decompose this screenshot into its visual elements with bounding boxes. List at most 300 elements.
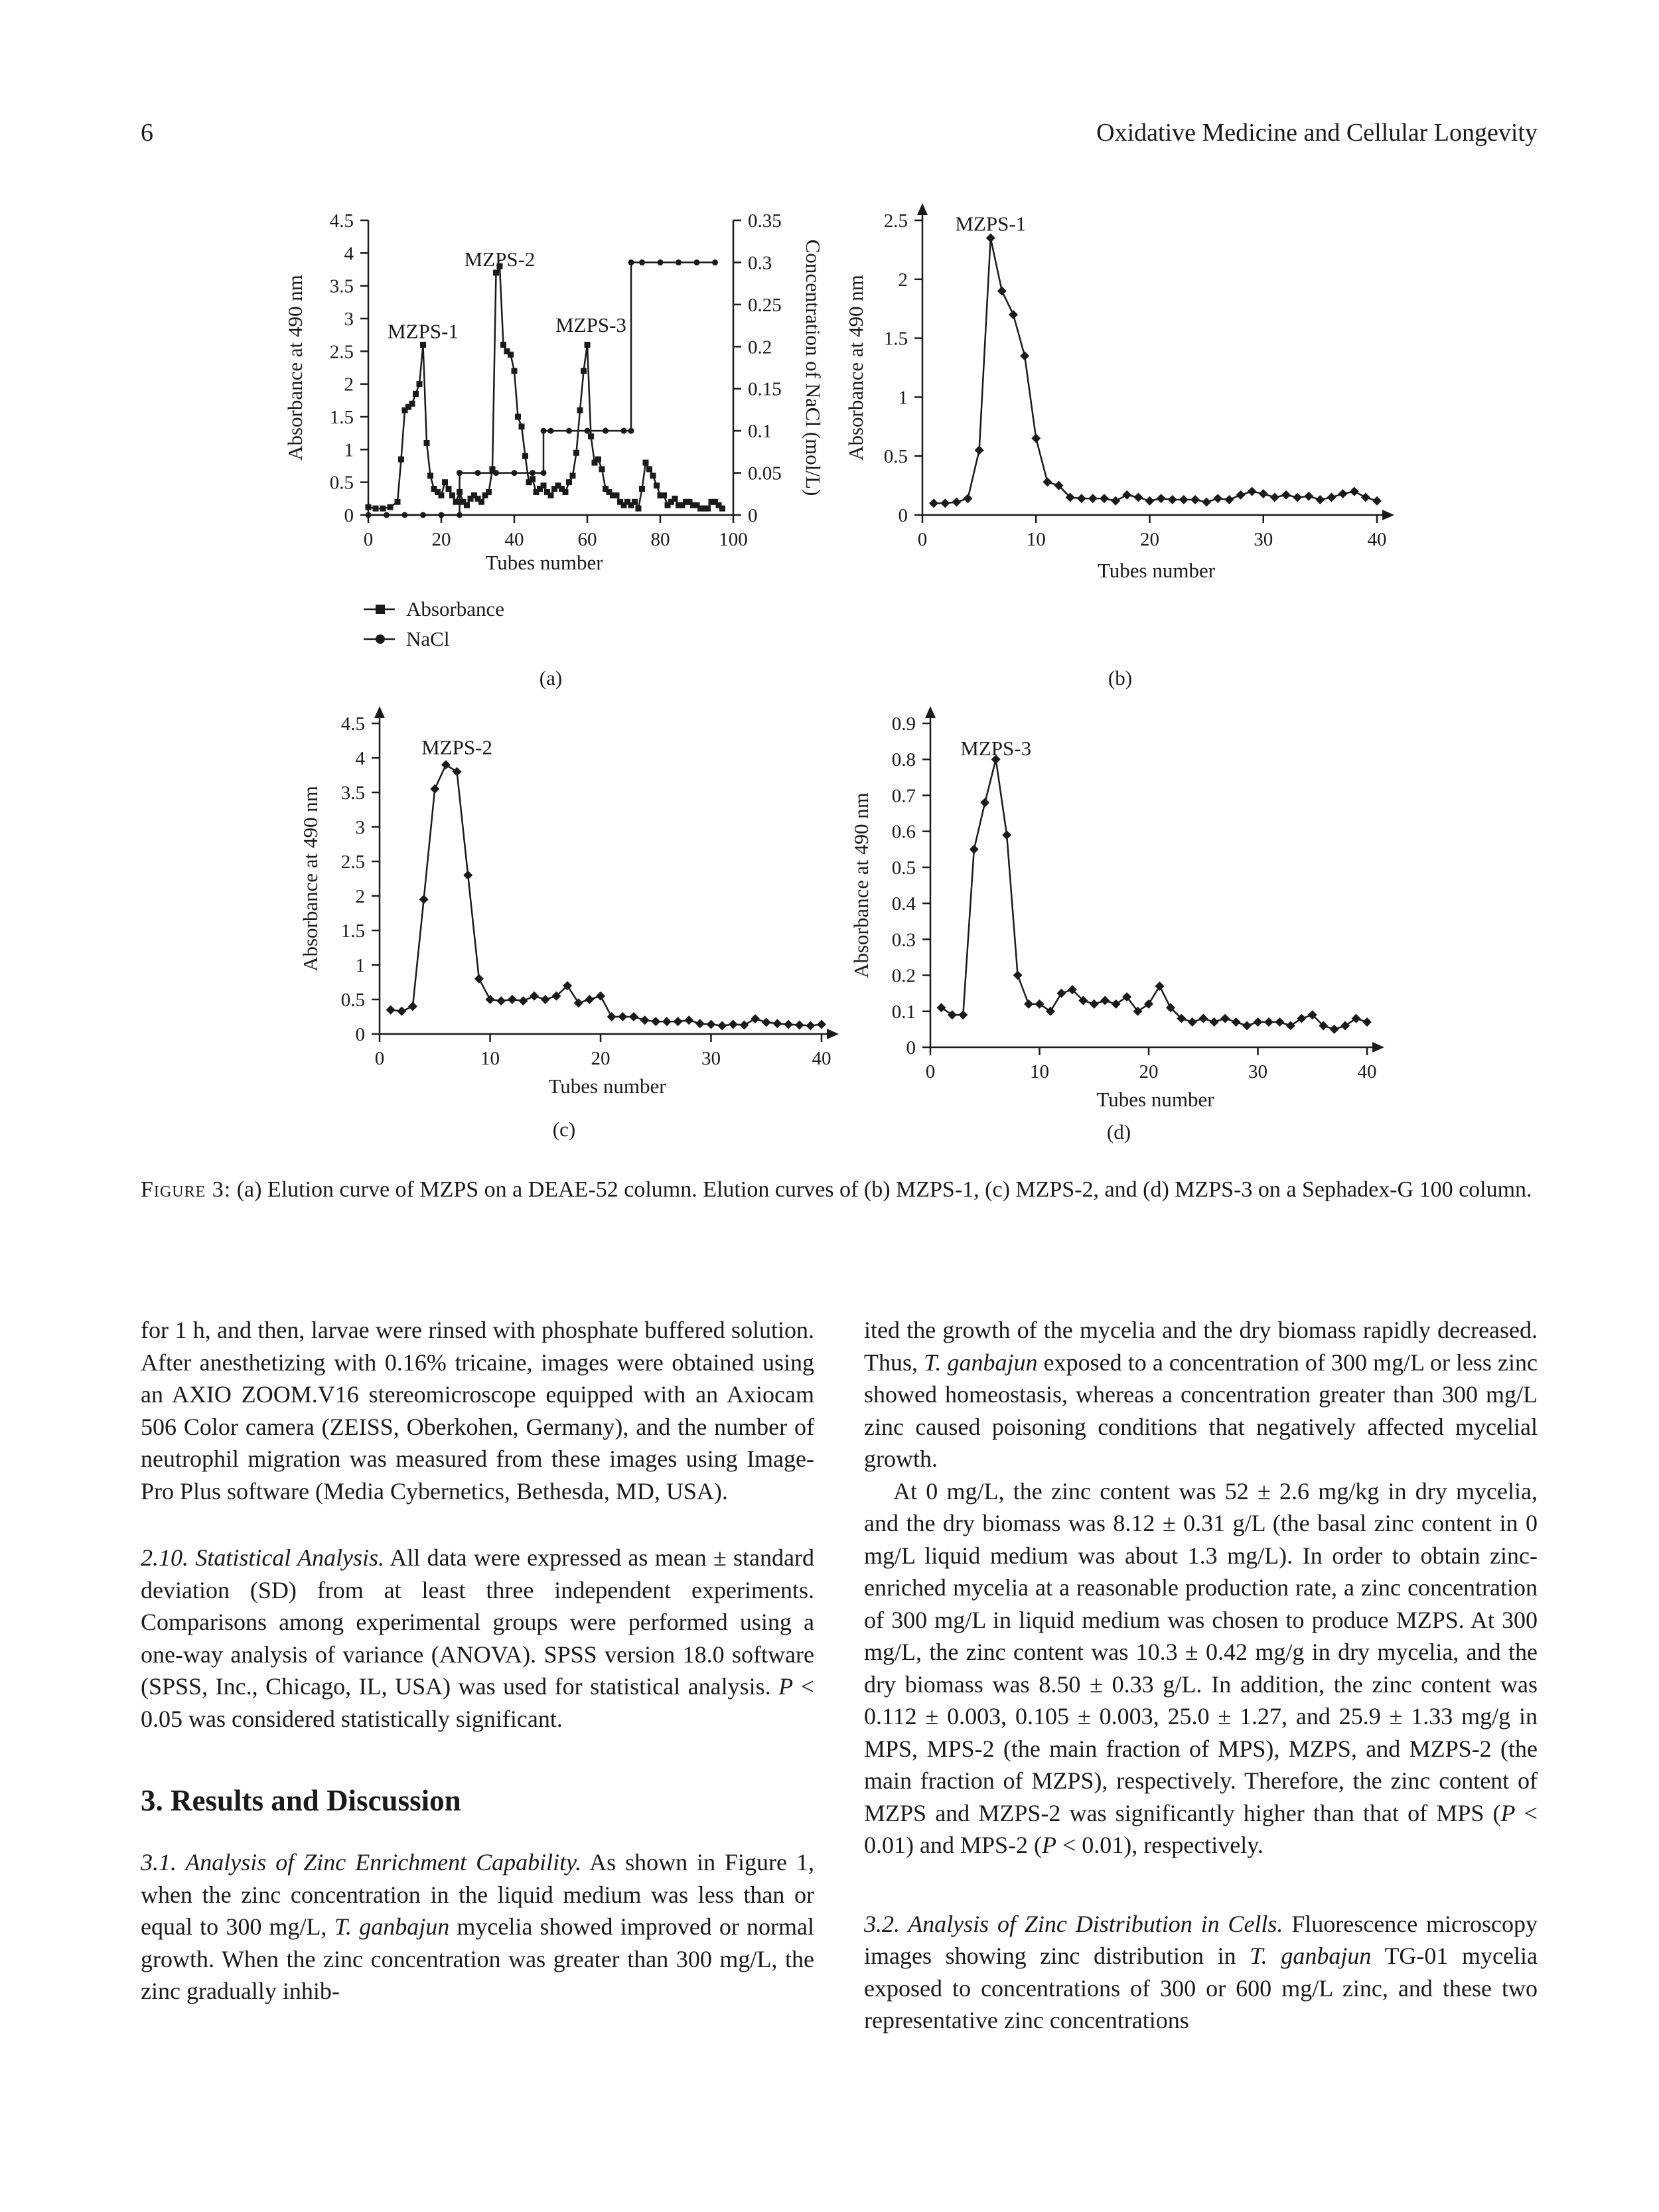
p-symbol: P — [1042, 1832, 1056, 1858]
paragraph — [864, 1908, 1538, 2037]
data-point — [1111, 496, 1120, 506]
y-axis-label: Absorbance at 490 nm — [849, 792, 873, 978]
x-tick-label: 0 — [917, 529, 928, 550]
y2-tick-label: 0.3 — [748, 252, 772, 274]
data-point — [1327, 492, 1336, 502]
data-point — [614, 492, 620, 498]
data-point — [427, 473, 433, 479]
x-tick-label: 0 — [363, 529, 374, 550]
y-tick-label: 1 — [344, 439, 354, 461]
x-tick-label: 10 — [480, 1048, 500, 1069]
data-point — [643, 460, 649, 466]
data-point — [453, 767, 462, 776]
y-tick-label: 1 — [355, 955, 365, 976]
data-point — [566, 479, 572, 485]
data-point — [1315, 495, 1325, 504]
data-point — [1248, 486, 1257, 496]
y-tick-label: 0 — [355, 1024, 365, 1045]
data-point — [474, 974, 484, 984]
data-point — [1340, 1021, 1350, 1030]
data-point — [508, 352, 514, 358]
y-tick-label: 3 — [355, 817, 365, 838]
legend-entry: Absorbance — [406, 597, 505, 621]
y-tick-label: 1.5 — [883, 328, 908, 350]
data-point — [478, 499, 484, 505]
data-point — [707, 1019, 716, 1029]
data-point — [453, 499, 459, 505]
paragraph — [141, 1542, 814, 1735]
data-point — [574, 998, 583, 1007]
y-tick-label: 2 — [344, 374, 354, 396]
data-point — [500, 342, 506, 348]
data-point — [936, 1003, 946, 1012]
y-tick-label: 0 — [906, 1037, 916, 1059]
x-tick-label: 0 — [925, 1061, 936, 1082]
data-point — [651, 1017, 660, 1026]
data-point — [570, 473, 576, 479]
x-tick-label: 20 — [431, 529, 451, 550]
data-point — [397, 1007, 406, 1016]
p-symbol: P — [1500, 1799, 1516, 1826]
paragraph-text: < 0.01) and MPS-2 ( — [864, 1799, 1538, 1858]
y-tick-label: 0.1 — [891, 1001, 916, 1023]
data-point — [940, 498, 950, 508]
p-symbol: P — [778, 1673, 794, 1700]
data-point — [1264, 1017, 1273, 1027]
data-point — [672, 496, 678, 502]
data-point — [388, 504, 394, 510]
x-tick-label: 60 — [577, 529, 597, 550]
data-point — [784, 1019, 793, 1029]
x-tick-label: 40 — [1357, 1061, 1377, 1082]
data-point — [1157, 494, 1166, 503]
x-tick-label: 20 — [1139, 1061, 1159, 1082]
data-point — [419, 895, 429, 904]
data-point — [762, 1017, 771, 1027]
y-tick-label: 0 — [898, 505, 908, 526]
data-point — [1090, 999, 1099, 1009]
data-point — [457, 470, 463, 476]
data-point — [1043, 477, 1052, 486]
x-tick-label: 40 — [812, 1048, 831, 1069]
x-axis-label: Tubes number — [1096, 1088, 1214, 1111]
paragraph-text: All data were expressed as mean ± standard deviation (SD) from at least three independent experiments. Comparisons among experimental groups were performed using a one-way analysis of variance (ANOVA). SPSS version 18.0 software (SPSS, Inc., Chicago, IL, USA) was used for statistical analysis. — [141, 1544, 814, 1700]
data-point — [694, 259, 700, 265]
data-point — [566, 428, 572, 434]
paragraph — [864, 1314, 1538, 1475]
subsection-heading: 3.2. Analysis of Zinc Distribution in Cells. — [864, 1910, 1283, 1937]
data-point — [607, 1012, 616, 1021]
data-point — [629, 1012, 638, 1021]
data-point — [541, 482, 547, 488]
data-point — [618, 1012, 627, 1021]
data-point — [1213, 494, 1222, 503]
species-name: T. ganbajun — [924, 1349, 1038, 1376]
y2-tick-label: 0.25 — [748, 294, 782, 316]
data-point — [530, 476, 536, 482]
y-tick-label: 0 — [344, 505, 354, 526]
data-point — [1270, 492, 1279, 502]
y-tick-label: 0.5 — [340, 990, 365, 1011]
data-point — [1210, 1017, 1219, 1027]
data-point — [573, 450, 579, 456]
data-point — [1100, 494, 1109, 503]
data-point — [639, 259, 645, 265]
y-axis-arrow — [374, 706, 385, 718]
running-head: Oxidative Medicine and Cellular Longevity — [1096, 119, 1538, 147]
paragraph-text: Fluorescence microscopy images showing zinc distribution in — [864, 1910, 1538, 1969]
data-point — [712, 259, 718, 265]
section-heading: 2.10. Statistical Analysis. — [141, 1544, 384, 1571]
data-point — [380, 506, 386, 512]
data-point — [603, 428, 609, 434]
series-line-nacl — [368, 262, 715, 515]
paragraph-text: At 0 mg/L, the zinc content was 52 ± 2.6 mg/kg in dry mycelia, and the dry biomass was 8.12 ± 0.31 g/L (the basal zinc content in 0 mg/L liquid medium was about 1.3 mg/L). In order to obtain zinc-enriched mycelia at a reasonable production rate, a zinc concentration of 300 mg/L in liquid medium was chosen to produce MZPS. At 300 mg/L, the zinc content was 10.3 ± 0.42 mg/g in dry mycelia, and the dry biomass was 8.50 ± 0.33 g/L. In addition, the zinc content was 0.112 ± 0.003, 0.105 ± 0.003, 25.0 ± 1.27, and 25.9 ± 1.33 mg/g in MPS, MPS-2 (the main fraction of MPS), MZPS, and MZPS-2 (the main fraction of MZPS), respectively. Therefore, the zinc content of MZPS and MZPS-2 was significantly higher than that of MPS ( — [864, 1477, 1538, 1826]
x-axis-arrow — [827, 1029, 839, 1039]
x-tick-label: 20 — [591, 1048, 611, 1069]
data-point — [577, 407, 583, 413]
x-tick-label: 10 — [1030, 1061, 1049, 1082]
data-point — [599, 466, 605, 472]
x-tick-label: 30 — [701, 1048, 721, 1069]
data-point — [1009, 310, 1018, 319]
data-point — [952, 497, 961, 506]
data-point — [1224, 495, 1234, 504]
paragraph-text: < 0.05 was considered statistically significant. — [141, 1673, 814, 1732]
panel-label: (a) — [539, 666, 563, 690]
data-point — [640, 1015, 650, 1025]
paragraph-text: exposed to a concentration of 300 mg/L or less zinc showed homeostasis, whereas a concentration greater than 300 mg/L zinc caused poisoning conditions that negatively affected mycelial growth. — [864, 1349, 1538, 1472]
data-point — [1297, 1014, 1306, 1023]
data-point — [646, 466, 652, 472]
data-point — [676, 259, 682, 265]
species-name: T. ganbajun — [334, 1913, 450, 1940]
y-tick-label: 0.4 — [891, 893, 916, 915]
data-point — [446, 486, 452, 492]
y2-tick-label: 0.1 — [748, 421, 772, 443]
data-point — [1088, 494, 1098, 503]
data-point — [522, 453, 528, 459]
panel-label: (c) — [552, 1118, 576, 1141]
data-point — [457, 512, 463, 518]
y-tick-label: 0.5 — [891, 857, 916, 879]
data-point — [417, 381, 423, 387]
x-axis-label: Tubes number — [485, 551, 603, 574]
data-point — [409, 401, 415, 407]
y-tick-label: 1.5 — [340, 921, 365, 942]
peak-label: MZPS-3 — [555, 313, 626, 336]
data-point — [1046, 1007, 1055, 1016]
y-tick-label: 4.5 — [329, 210, 354, 232]
data-point — [420, 512, 426, 518]
data-point — [1035, 999, 1045, 1009]
data-point — [964, 494, 973, 503]
x-tick-label: 10 — [1026, 529, 1046, 550]
y-tick-label: 0.6 — [891, 821, 916, 843]
data-point — [1013, 971, 1023, 980]
data-point — [541, 995, 550, 1004]
data-point — [439, 492, 445, 498]
data-point — [541, 428, 547, 434]
x-tick-label: 0 — [374, 1048, 385, 1069]
data-point — [512, 470, 518, 476]
peak-label: MZPS-3 — [960, 736, 1032, 760]
peak-label: MZPS-2 — [464, 248, 536, 271]
data-point — [739, 1020, 749, 1029]
x-tick-label: 40 — [504, 529, 524, 550]
data-point — [408, 1001, 417, 1011]
data-point — [1188, 1017, 1197, 1027]
data-point — [1179, 495, 1189, 504]
x-tick-label: 20 — [1140, 529, 1159, 550]
figure-caption — [141, 1175, 1538, 1205]
y-tick-label: 3.5 — [329, 275, 354, 297]
data-point — [717, 1021, 727, 1031]
data-point — [1254, 1017, 1263, 1027]
data-point — [496, 996, 506, 1005]
data-point — [413, 391, 419, 397]
data-point — [650, 473, 656, 479]
data-point — [661, 492, 667, 498]
data-point — [772, 1019, 782, 1028]
y-tick-label: 1.5 — [329, 407, 354, 428]
paragraph — [141, 1846, 814, 2008]
y-axis-label: Absorbance at 490 nm — [299, 786, 322, 972]
page-number: 6 — [141, 119, 153, 147]
data-point — [1350, 486, 1359, 496]
y2-tick-label: 0.05 — [748, 463, 782, 484]
data-point — [980, 798, 989, 807]
y-axis-arrow — [917, 203, 928, 215]
x-tick-label: 30 — [1254, 529, 1273, 550]
paragraph: for 1 h, and then, larvae were rinsed with phosphate buffered solution. After anesthetizing with 0.16% tricaine, images were obtained using an AXIO ZOOM.V16 stereomicroscope equipped with an Axiocam 506 Color camera (ZEISS, Oberkohen, Germany), and the number of neutrophil migration was measured from these images using Image-Pro Plus software (Media Cybernetics, Bethesda, MD, USA). — [141, 1317, 814, 1505]
data-point — [695, 1019, 705, 1028]
data-point — [1100, 996, 1110, 1005]
subsection-heading: 3.1. Analysis of Zinc Enrichment Capability. — [141, 1849, 582, 1876]
data-point — [439, 512, 445, 518]
y-tick-label: 0.9 — [891, 713, 916, 735]
data-point — [512, 368, 518, 374]
data-point — [1232, 1017, 1241, 1027]
peak-label: MZPS-2 — [421, 735, 492, 759]
data-point — [493, 470, 499, 476]
data-point — [442, 479, 448, 485]
data-point — [1190, 495, 1200, 504]
x-tick-label: 40 — [1367, 529, 1387, 550]
data-point — [975, 445, 984, 455]
data-point — [628, 259, 634, 265]
data-point — [1202, 497, 1211, 506]
y-tick-label: 0.3 — [891, 929, 916, 951]
y-tick-label: 0.5 — [883, 446, 908, 468]
data-point — [1330, 1025, 1339, 1034]
data-point — [817, 1019, 826, 1029]
y-tick-label: 0.2 — [891, 965, 916, 987]
series-line — [941, 759, 1367, 1029]
data-point — [424, 440, 430, 446]
paragraph-text: ited the growth of the mycelia and the dry biomass rapidly decreased. Thus, — [864, 1317, 1538, 1376]
data-point — [1293, 492, 1302, 502]
caption-text: (a) Elution curve of MZPS on a DEAE-52 column. Elution curves of (b) MZPS-1, (c) MZPS-2, and (d) MZPS-3 on a Sephadex-G 100 column. — [231, 1177, 1532, 1202]
x-tick-label: 100 — [719, 529, 748, 550]
data-point — [654, 482, 660, 488]
data-point — [585, 342, 591, 348]
left-column — [141, 1314, 814, 2008]
paragraph-text: < 0.01), respectively. — [1056, 1832, 1263, 1858]
data-point — [705, 506, 711, 512]
data-point — [658, 259, 664, 265]
paragraph — [864, 1475, 1538, 1862]
data-point — [1220, 1014, 1230, 1023]
data-point — [541, 470, 547, 476]
data-point — [518, 996, 528, 1005]
y-tick-label: 2.5 — [883, 210, 908, 232]
caption-label: Figure 3: — [141, 1177, 232, 1202]
x-tick-label: 80 — [650, 529, 670, 550]
peak-label: MZPS-1 — [388, 319, 459, 343]
data-point — [719, 506, 725, 512]
data-point — [585, 428, 591, 434]
right-column — [864, 1314, 1538, 2037]
y-tick-label: 3 — [344, 309, 354, 330]
data-point — [430, 784, 439, 794]
data-point — [563, 489, 569, 495]
data-point — [1242, 1021, 1252, 1030]
data-point — [398, 457, 404, 463]
data-point — [548, 428, 554, 434]
y-tick-label: 2.5 — [329, 341, 354, 363]
y-tick-label: 2 — [898, 269, 908, 291]
data-point — [486, 995, 495, 1004]
y2-axis-label: Concentration of NaCl (mol/L) — [802, 239, 825, 496]
data-point — [1275, 1017, 1284, 1027]
data-point — [395, 499, 401, 505]
data-point — [1155, 982, 1164, 991]
data-point — [515, 414, 521, 420]
data-point — [1024, 999, 1033, 1009]
data-point — [1362, 1017, 1372, 1027]
data-point — [1281, 490, 1291, 500]
x-axis-label: Tubes number — [548, 1074, 666, 1098]
species-name: T. ganbajun — [1250, 1943, 1372, 1969]
data-point — [1133, 492, 1143, 502]
data-point — [674, 1017, 683, 1026]
y2-tick-label: 0.2 — [748, 336, 772, 358]
data-point — [1077, 494, 1086, 503]
data-point — [1056, 989, 1066, 998]
peak-label: MZPS-1 — [955, 212, 1027, 236]
data-point — [366, 512, 372, 518]
data-point — [970, 845, 979, 854]
data-point — [1372, 496, 1382, 506]
y-axis-label: Absorbance at 490 nm — [283, 275, 307, 461]
data-point — [1352, 1014, 1361, 1023]
data-point — [588, 433, 594, 439]
x-tick-label: 30 — [1248, 1061, 1267, 1082]
data-point — [1112, 999, 1121, 1009]
data-point — [464, 502, 470, 508]
data-point — [585, 995, 594, 1004]
y-tick-label: 0.7 — [891, 785, 916, 807]
data-point — [729, 1019, 738, 1029]
series-line — [391, 765, 822, 1025]
data-point — [548, 492, 554, 498]
panel-label: (d) — [1106, 1120, 1131, 1143]
x-axis-arrow — [1372, 1042, 1384, 1053]
x-axis-arrow — [1382, 510, 1394, 520]
panel-label: (b) — [1108, 666, 1133, 690]
data-point — [475, 470, 481, 476]
data-point — [441, 760, 451, 769]
data-point — [1002, 830, 1011, 840]
data-point — [463, 871, 472, 880]
data-point — [386, 1005, 396, 1015]
data-point — [384, 512, 390, 518]
data-point — [1031, 434, 1041, 443]
data-point — [997, 287, 1007, 296]
data-point — [632, 499, 638, 505]
data-point — [1144, 999, 1153, 1009]
data-point — [530, 992, 539, 1001]
data-point — [373, 506, 379, 512]
data-point — [1198, 1014, 1208, 1023]
paragraph-text: TG-01 mycelia exposed to concentrations of 300 or 600 mg/L zinc, and these two representative zinc concentrations — [864, 1943, 1538, 2033]
data-point — [1236, 490, 1246, 500]
y-tick-label: 2.5 — [340, 851, 365, 873]
y-tick-label: 3.5 — [340, 782, 365, 804]
y-tick-label: 1 — [898, 387, 908, 409]
data-point — [639, 486, 645, 492]
paragraph-text: As shown in Figure 1, when the zinc concentration in the liquid medium was less than or equal to 300 mg/L, — [141, 1849, 814, 1940]
y-tick-label: 0.8 — [891, 749, 916, 771]
legend-marker — [376, 634, 385, 644]
data-point — [366, 504, 372, 510]
data-point — [581, 368, 587, 374]
y-axis-label: Absorbance at 490 nm — [844, 275, 867, 461]
data-point — [958, 1010, 968, 1019]
data-point — [1145, 496, 1155, 506]
data-point — [636, 506, 642, 512]
data-point — [806, 1021, 815, 1031]
data-point — [1338, 489, 1348, 498]
y2-tick-label: 0 — [748, 505, 758, 526]
data-point — [621, 428, 627, 434]
data-point — [628, 428, 634, 434]
data-point — [684, 1015, 693, 1025]
data-point — [449, 492, 455, 498]
y2-tick-label: 0.15 — [748, 378, 782, 400]
legend-entry: NaCl — [406, 627, 450, 650]
data-point — [1020, 351, 1029, 360]
data-point — [508, 995, 517, 1004]
y-axis-arrow — [925, 706, 936, 718]
data-point — [1286, 1021, 1295, 1030]
data-point — [662, 1017, 672, 1026]
data-point — [929, 498, 938, 508]
data-point — [595, 457, 601, 463]
data-point — [1304, 492, 1313, 501]
y-tick-label: 4.5 — [340, 713, 365, 735]
data-point — [1259, 489, 1268, 498]
data-point — [402, 512, 408, 518]
y-tick-label: 4 — [355, 748, 365, 769]
legend-marker — [376, 605, 385, 614]
data-point — [751, 1014, 760, 1023]
data-point — [948, 1010, 957, 1019]
y-tick-label: 2 — [355, 886, 365, 907]
data-point — [795, 1020, 804, 1029]
data-point — [1361, 492, 1370, 502]
